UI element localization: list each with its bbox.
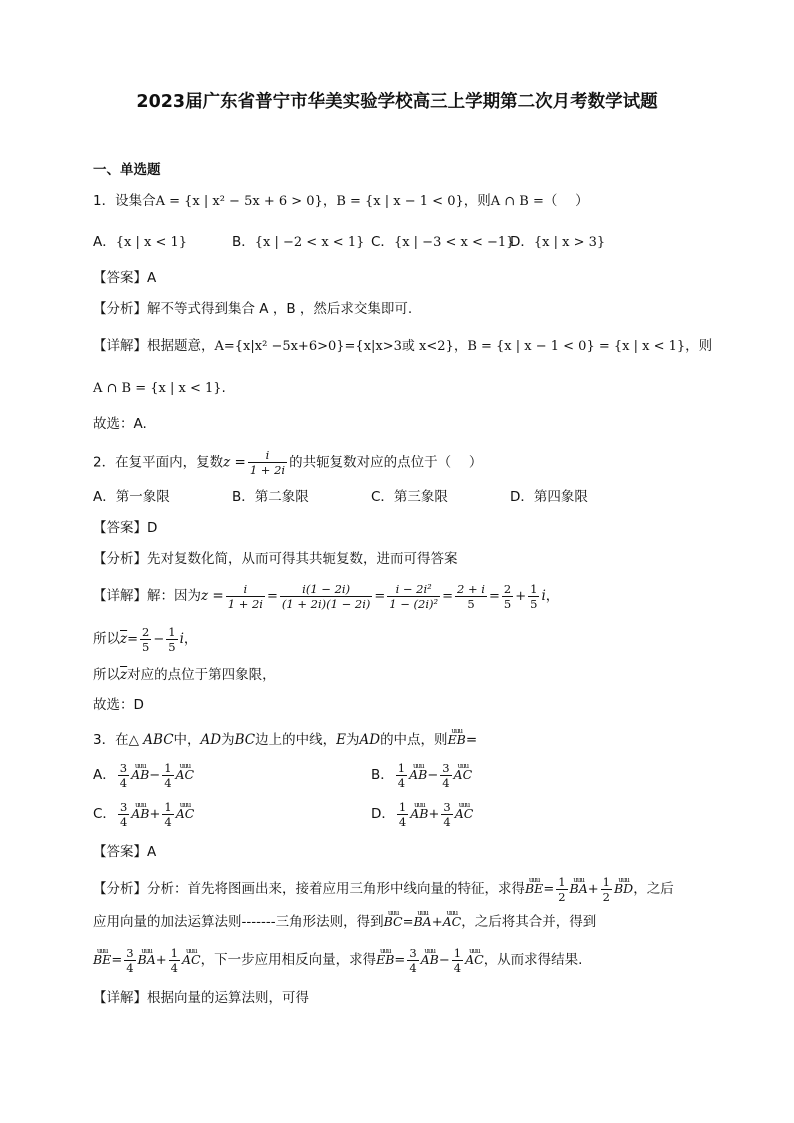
fraction [601,875,612,904]
q3-option-d [371,799,473,830]
fraction-numerator: 2 + i [457,581,485,596]
q2-option-d: D．第四象限 [510,489,588,505]
vector-be: uuu BE [93,945,111,975]
fraction-denominator: 4 [119,814,128,829]
detail-text: ， [453,338,468,354]
fraction-denominator: 2 [558,889,566,904]
q1-expression: A ∩ B = [490,194,544,209]
fraction-denominator: 4 [126,960,134,975]
equals-sign: = [266,589,278,604]
fraction [452,946,463,975]
vector-ac: uuu AC [454,760,473,790]
q1-conclusion: 故选：A. [93,416,147,432]
fraction-numerator: 1 [530,581,538,596]
detail-text: ，则 [685,338,713,354]
fraction-numerator: 1 [602,874,610,889]
fraction-denominator: 4 [453,960,462,975]
detail-text: . [221,380,226,396]
fraction-numerator: 2 [142,624,150,639]
imaginary-unit: i [179,631,184,647]
minus-sign: − [438,953,450,968]
plus-sign: + [587,882,599,897]
vector-ac: uuu AC [182,945,201,975]
option-label: C． [371,234,394,250]
conjugate-z: $\overline{z}$ [120,667,128,683]
plus-sign: + [515,589,527,604]
q3-stem [93,730,477,750]
vector-ab: uuu AB [131,799,149,829]
analysis-tag: 【分析】 [93,301,147,317]
q3-option-a [93,760,194,791]
q2-option-b: B．第二象限 [232,489,309,505]
fraction-numerator: 1 [170,945,178,960]
q3-number: 3． [93,732,116,748]
fraction-numerator: i [226,582,265,597]
fraction-numerator: 1 [397,760,406,775]
q2-option-a: A．第一象限 [93,489,170,505]
q3-option-b [371,760,472,791]
fraction-denominator: 4 [170,960,178,975]
q3-stem-text: 为 [221,732,235,748]
minus-sign: − [149,768,161,783]
conjugate-z: $\overline{z}$ [120,631,128,647]
q3-segment: AD [200,732,222,748]
fraction [124,946,135,975]
equals-sign: = [111,953,123,968]
vector-ac: uuu AC [176,760,195,790]
fraction-2 [280,582,372,611]
vector-eb: uuu EB [376,945,394,975]
q2-stem [93,448,482,477]
fraction-numerator: 1 [558,874,566,889]
vector-ba: uuu BA [414,912,432,932]
fraction-numerator: 1 [168,624,176,639]
fraction-1 [226,582,265,611]
comma: ， [545,588,560,604]
minus-sign: − [427,768,439,783]
detail-text: 所以 [93,631,120,647]
equals-sign: = [488,589,500,604]
fraction [440,761,451,790]
answer-tag: 【答案】 [93,270,147,286]
fraction-numerator: i [248,448,287,463]
q2-number: 2． [93,454,116,471]
fraction-4 [455,582,487,611]
analysis-tag: 【分析】 [93,881,147,897]
fraction [118,800,129,829]
q2-so2 [93,665,276,685]
detail-text: 解：因为 [147,588,201,604]
detail-text: 所以 [93,667,120,683]
fraction-denominator: 1 + 2i [227,596,263,611]
detail-text: 根据题意， [147,338,215,354]
vector-ac: uuu AC [465,945,484,975]
q1-stem-text: 设集合 [115,193,156,209]
vector-ab: uuu AB [421,945,439,975]
fraction-numerator: 1 [164,799,172,814]
fraction-5 [140,625,151,654]
fraction-denominator: 4 [398,814,407,829]
fraction-numerator: 1 [398,799,407,814]
q3-triangle: △ ABC [128,732,174,748]
imaginary-unit: i [541,588,546,604]
q3-stem-text: 在 [115,732,129,748]
vector-ba: uuu BA [570,874,588,904]
fraction [407,946,418,975]
plus-sign: + [428,807,440,822]
fraction-numerator: 3 [443,799,451,814]
fraction [556,875,567,904]
q3-point: E [336,732,346,748]
option-label: B． [232,234,255,250]
fraction-denominator: 4 [164,775,172,790]
detail-math: A={x|x² −5x+6>0}={x|x>3或 x<2} [214,339,454,354]
detail-tag: 【详解】 [93,338,147,354]
q3-stem-text: 边上的中线， [255,732,337,748]
detail-text: 根据向量的运算法则，可得 [147,990,309,1006]
q3-analysis-3 [93,945,582,976]
vector-eb: uuu EB [448,730,466,750]
fraction [162,761,173,790]
analysis-text: 先对复数化简，从而可得其共轭复数，进而可得答案 [147,551,458,567]
option-value: {x | x < 1} [115,235,188,250]
page-title: 2023届广东省普宁市华美实验学校高三上学期第二次月考数学试题 [136,92,658,112]
q1-answer [93,268,156,288]
analysis-text: ，之后将其合并，得到 [461,914,597,930]
vector-ab: uuu AB [409,760,427,790]
fraction-numerator: i − 2i² [387,582,440,597]
fraction-denominator: 4 [164,814,172,829]
q2-answer [93,518,157,538]
fraction-numerator: 1 [164,760,172,775]
q1-option-a [93,232,187,253]
analysis-tag: 【分析】 [93,551,147,567]
q1-option-d [510,232,605,253]
fraction-numerator: 1 [453,945,462,960]
plus-sign: + [155,953,167,968]
fraction-denominator: 4 [409,960,417,975]
fraction [162,800,173,829]
fraction [169,946,180,975]
q3-analysis-1 [93,874,674,905]
q3-stem-text: 的中点，则 [380,732,448,748]
vector-ac: uuu AC [176,799,195,829]
q3-analysis-2 [93,912,596,933]
fraction-numerator: i(1 − 2i) [280,582,372,597]
q1-option-c [371,232,514,253]
fraction-6 [528,582,539,611]
vector-ac: uuu AC [455,799,474,829]
option-value: {x | −2 < x < 1} [254,235,365,250]
fraction-denominator: 5 [530,596,538,611]
fraction-denominator: 5 [467,596,475,611]
equals-sign: = [394,953,406,968]
section-heading: 一、单选题 [93,162,161,178]
fraction [397,800,408,829]
analysis-text: ，之后 [633,881,674,897]
fraction-5 [502,582,513,611]
q1-set-b: B = {x | x − 1 < 0} [336,194,464,209]
fraction [441,800,452,829]
fraction-denominator: 4 [443,814,451,829]
answer-tag: 【答案】 [93,844,147,860]
q2-stem-text-2: 的共轭复数对应的点位于（ ） [289,454,483,471]
vector-be: uuu BE [525,874,543,904]
q1-stem-text-2: ，则 [463,193,491,209]
option-label: D． [371,806,395,822]
plus-sign: + [149,807,161,822]
fraction-numerator: 3 [119,799,128,814]
q2-so1 [93,624,197,655]
q1-blank: （ ） [543,193,589,209]
detail-text: ， [183,631,198,647]
option-label: D． [510,234,534,250]
fraction [396,761,407,790]
fraction-numerator: 3 [119,760,128,775]
option-label: B． [371,767,394,783]
q3-stem-text: 为 [345,732,360,748]
q1-analysis [93,299,412,319]
fraction-denominator: 1 − (2i)² [389,596,439,611]
q1-option-b [232,232,364,253]
option-value: {x | x > 3} [533,235,606,250]
option-label: A． [93,234,116,250]
q3-stem-text: 中， [173,732,201,748]
answer-value: A [147,270,157,286]
q1-set-a: A = {x | x² − 5x + 6 > 0} [155,194,323,209]
detail-tag: 【详解】 [93,990,147,1006]
fraction-numerator: 3 [409,945,417,960]
detail-math: A ∩ B = {x | x < 1} [93,381,222,396]
fraction-3 [387,582,440,611]
analysis-text: 解不等式得到集合 A ，B ，然后求交集即可. [147,301,413,317]
equals-sign: = [127,632,139,647]
detail-z: z = [201,588,224,604]
detail-tag: 【详解】 [93,588,147,604]
fraction-numerator: 3 [442,760,450,775]
q2-fraction [248,448,287,477]
q3-detail [93,988,309,1008]
q1-stem [93,191,589,212]
fraction-denominator: 5 [503,596,512,611]
fraction-numerator: 3 [126,945,134,960]
q1-detail-2 [93,378,226,399]
vector-ab: uuu AB [131,760,149,790]
fraction-denominator: 2 [602,889,610,904]
vector-bc: uuu BC [384,912,403,932]
answer-value: A [147,844,157,860]
fraction-denominator: 4 [397,775,406,790]
q3-segment: AD [359,732,381,748]
minus-sign: − [153,632,165,647]
fraction-denominator: 5 [142,639,150,654]
fraction-denominator: 4 [442,775,450,790]
q3-option-c [93,799,194,830]
equals-sign: = [402,915,414,930]
fraction-6 [166,625,177,654]
analysis-text: 应用向量的加法运算法则-------三角形法则，得到 [93,914,384,930]
equals-sign: = [442,589,454,604]
fraction-denominator: 1 + 2i [249,463,286,477]
option-value: {x | −3 < x < −1} [393,235,515,250]
vector-ac: uuu AC [443,912,462,932]
answer-value: D [147,520,158,536]
q1-separator: ， [322,193,337,209]
q3-segment: BC [234,732,256,748]
q1-detail [93,336,712,357]
fraction-denominator: 5 [168,639,176,654]
q1-number: 1． [93,193,116,209]
q2-stem-text: 在复平面内，复数 [115,454,224,471]
fraction [118,761,129,790]
q2-detail [93,581,559,612]
answer-tag: 【答案】 [93,520,147,536]
option-label: C． [93,806,116,822]
vector-bd: uuu BD [614,874,633,904]
q3-answer [93,842,156,862]
analysis-text: 分析：首先将图画出来，接着应用三角形中线向量的特征，求得 [147,881,525,897]
equals-sign: = [543,882,555,897]
detail-text: 对应的点位于第四象限， [127,667,276,683]
q2-conclusion: 故选：D [93,697,144,713]
vector-ba: uuu BA [138,945,156,975]
q2-option-c: C．第三象限 [371,489,448,505]
fraction-numerator: 2 [503,581,512,596]
fraction-denominator: (1 + 2i)(1 − 2i) [281,596,371,611]
q2-z: z = [223,454,246,471]
q3-stem-text: = [465,732,478,748]
q2-analysis [93,549,458,569]
analysis-text: ，下一步应用相反向量，求得 [200,952,377,968]
detail-math: B = {x | x − 1 < 0} = {x | x < 1} [467,339,686,354]
vector-ab: uuu AB [410,799,428,829]
option-label: A． [93,767,116,783]
fraction-denominator: 4 [119,775,128,790]
analysis-text: ，从而求得结果. [483,952,583,968]
plus-sign: + [431,915,443,930]
equals-sign: = [374,589,386,604]
